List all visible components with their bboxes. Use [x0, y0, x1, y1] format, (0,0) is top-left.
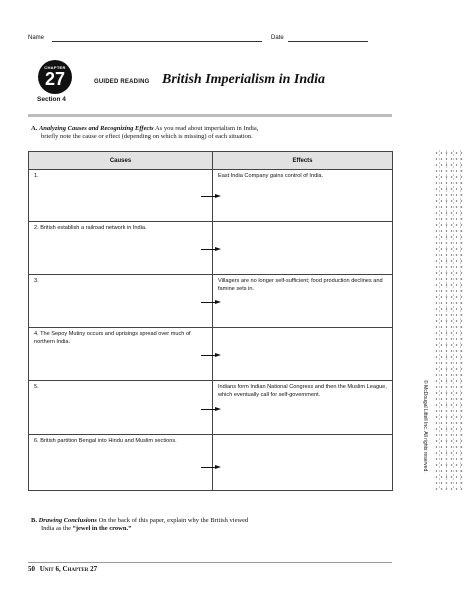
date-field[interactable]: [288, 41, 368, 42]
part-b-heading: Drawing Conclusions: [38, 517, 97, 524]
part-b-quote: “jewel in the crown.”: [72, 525, 132, 532]
cause-cell-4[interactable]: 4. The Sepoy Mutiny occurs and uprisings spread over much of northern India.: [29, 328, 213, 381]
page-title: British Imperialism in India: [162, 72, 325, 87]
part-b-letter: B.: [31, 517, 37, 524]
chapter-badge: [38, 60, 72, 94]
header-rule: [28, 114, 392, 117]
table-row: [29, 435, 393, 491]
copyright-notice: [420, 380, 430, 520]
chapter-label: CHAPTER: [44, 65, 66, 70]
section-label: Section 4: [37, 96, 66, 103]
cause-cell-3[interactable]: 3.: [29, 275, 213, 328]
effect-cell-3[interactable]: Villagers are no longer self-sufficient; food production declines and famine sets in.: [213, 275, 393, 328]
cause-cell-5[interactable]: 5.: [29, 381, 213, 435]
table-row: [29, 222, 393, 275]
col-effects-header: Effects: [213, 152, 393, 170]
page-number: 50: [28, 565, 35, 573]
part-b-text-2: India as the: [41, 525, 71, 532]
causes-effects-table: [28, 151, 393, 491]
table-row: [29, 381, 393, 435]
page-edge-texture: [434, 150, 464, 490]
date-label: Date: [271, 35, 284, 41]
cause-cell-6[interactable]: 6. British partition Bengal into Hindu and Muslim sections.: [29, 435, 213, 491]
name-field[interactable]: [52, 41, 262, 42]
name-label: Name: [28, 35, 45, 41]
unit-chapter-label: Unit 6, Chapter 27: [39, 565, 98, 573]
part-b-text-1: On the back of this paper, explain why the British viewed: [98, 517, 249, 524]
effect-cell-5[interactable]: Indians form Indian National Congress and then the Muslim League, which eventually call for self-government.: [213, 381, 393, 435]
effect-cell-1[interactable]: East India Company gains control of India.: [213, 170, 393, 222]
footer: [28, 565, 97, 573]
cause-cell-1[interactable]: 1.: [29, 170, 213, 222]
col-causes-header: Causes: [29, 152, 213, 170]
part-a-letter: A.: [31, 125, 38, 132]
guided-reading-label: GUIDED READING: [94, 79, 150, 85]
effect-cell-6[interactable]: [213, 435, 393, 491]
cause-cell-2[interactable]: 2. British establish a railroad network in India.: [29, 222, 213, 275]
effect-cell-4[interactable]: [213, 328, 393, 381]
copyright-text: © McDougal Littell Inc. All rights reserved.: [422, 380, 428, 473]
footer-rule: [28, 562, 392, 563]
table-row: [29, 328, 393, 381]
part-a-instructions-2: briefly note the cause or effect (depending on which is missing) of each situation.: [41, 133, 253, 140]
part-a-heading: Analyzing Causes and Recognizing Effects: [38, 125, 154, 132]
part-b-instructions: [31, 517, 411, 533]
chapter-number: 27: [44, 69, 66, 89]
table-row: [29, 275, 393, 328]
effect-cell-2[interactable]: [213, 222, 393, 275]
part-a-instructions: [31, 125, 401, 141]
part-a-instructions-1: As you read about imperialism in India,: [154, 125, 259, 132]
